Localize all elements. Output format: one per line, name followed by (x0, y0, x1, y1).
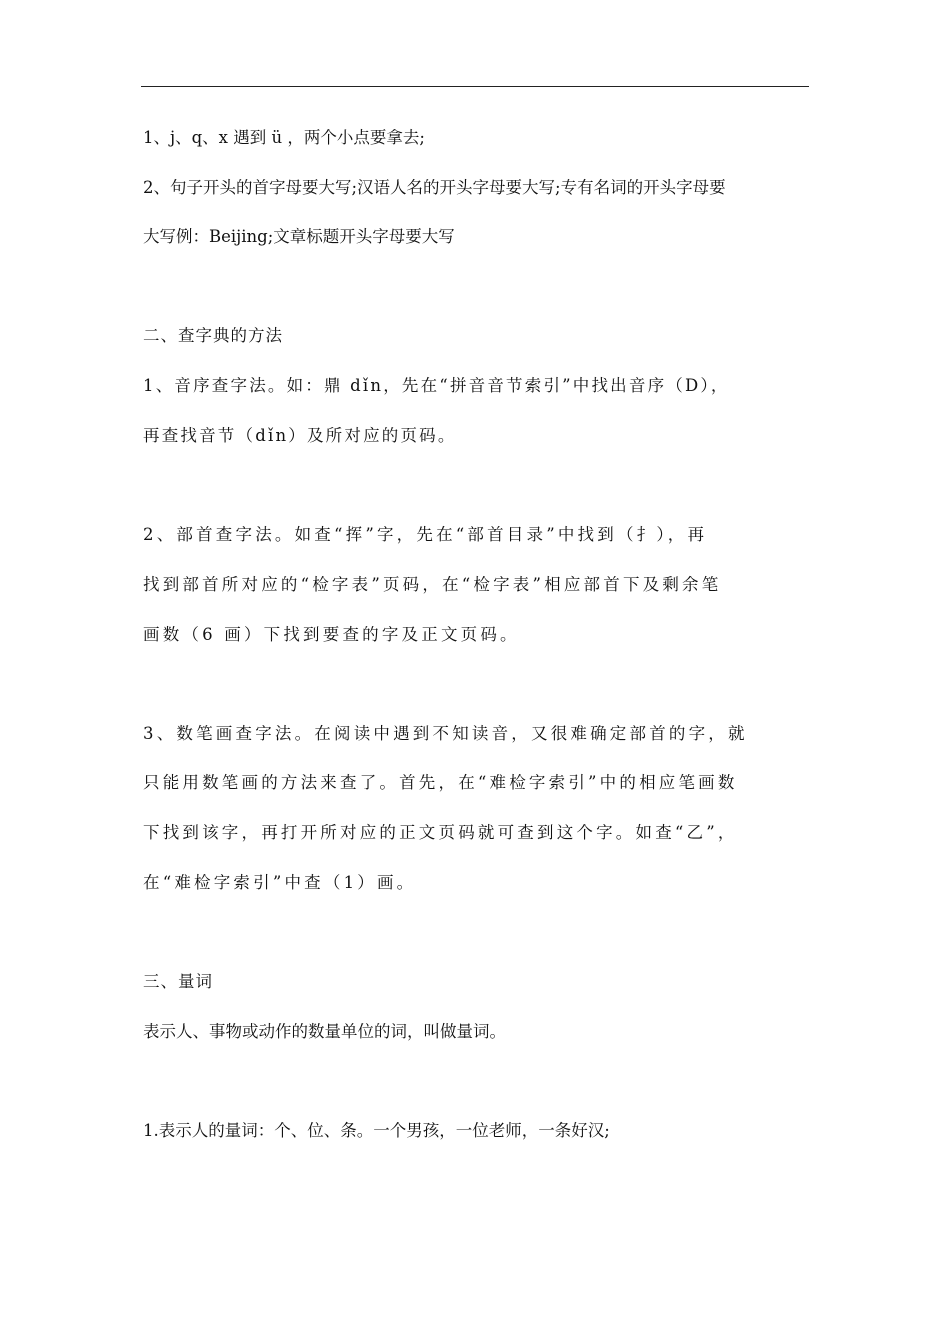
rule-item-2-line-2: 大写例：Beijing;文章标题开头字母要大写 (143, 227, 455, 246)
method-2-line-2: 找到部首所对应的“检字表”页码，在“检字表”相应部首下及剩余笔 (143, 575, 722, 594)
rule-item-2-line-1: 2、句子开头的首字母要大写;汉语人名的开头字母要大写;专有名词的开头字母要 (143, 178, 726, 197)
method-3-line-4: 在“难检字索引”中查（1）画。 (143, 873, 417, 892)
method-3-line-3: 下找到该字，再打开所对应的正文页码就可查到这个字。如查“乙”， (143, 823, 738, 842)
section-3-heading: 三、量词 (143, 972, 213, 991)
method-3-line-1: 3、数笔画查字法。在阅读中遇到不知读音，又很难确定部首的字，就 (143, 724, 748, 743)
rule-item-1: 1、j、q、x 遇到 ü ，两个小点要拿去; (143, 128, 425, 147)
measure-word-item-1: 1.表示人的量词：个、位、条。一个男孩，一位老师，一条好汉; (143, 1121, 610, 1140)
method-1-line-1: 1、音序查字法。如：鼎 dǐn，先在“拼音音节索引”中找出音序（D）， (143, 376, 730, 395)
header-divider (141, 86, 809, 87)
method-3-line-2: 只能用数笔画的方法来查了。首先，在“难检字索引”中的相应笔画数 (143, 773, 738, 792)
measure-word-definition: 表示人、事物或动作的数量单位的词，叫做量词。 (143, 1022, 506, 1041)
method-1-line-2: 再查找音节（dǐn）及所对应的页码。 (143, 426, 457, 445)
method-2-line-1: 2、部首查字法。如查“挥”字，先在“部首目录”中找到（扌），再 (143, 525, 708, 544)
method-2-line-3: 画数（6 画）下找到要查的字及正文页码。 (143, 625, 520, 644)
section-2-heading: 二、查字典的方法 (143, 326, 283, 345)
